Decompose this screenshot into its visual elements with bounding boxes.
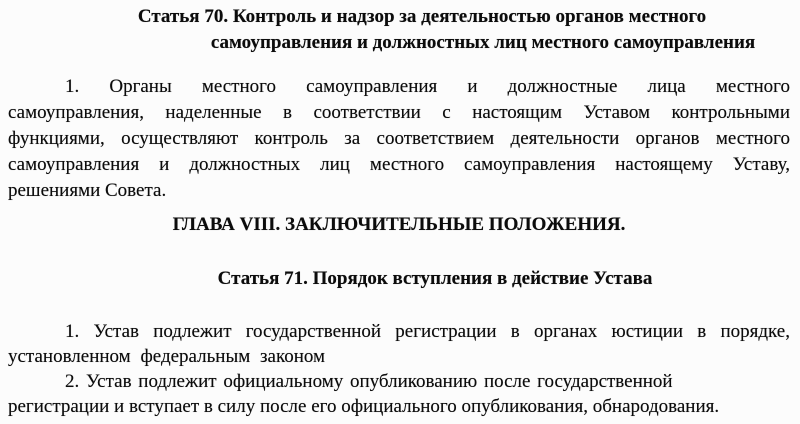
paragraph-line: 2. Устав подлежит официальному опубликованию после государственной <box>65 371 673 392</box>
paragraph-line: 1. Устав подлежит государственной регистрации в органах юстиции в порядке, <box>65 321 790 342</box>
article-70-heading <box>8 4 790 56</box>
paragraph-line: 1. Органы местного самоуправления и должностные лица местного <box>65 76 790 97</box>
paragraph-line: самоуправления и должностных лиц местного самоуправления настоящему Уставу, <box>8 154 790 175</box>
paragraph-line: решениями Совета. <box>8 180 167 201</box>
paragraph-line: функциями, осуществляют контроль за соответствием деятельности органов местного <box>8 128 790 149</box>
article-70-paragraph <box>8 74 790 204</box>
paragraph-line: регистрации и вступает в силу после его официального опубликования, обнародования. <box>8 396 720 417</box>
paragraph-line: установленном федеральным законом <box>8 346 326 367</box>
article-71-paragraph <box>8 319 790 419</box>
article-70-heading-line-2: самоуправления и должностных лиц местного самоуправления <box>210 32 756 53</box>
article-70-heading-line-1: Статья 70. Контроль и надзор за деятельностью органов местного <box>137 6 707 27</box>
paragraph-line: самоуправления, наделенные в соответствии с настоящим Уставом контрольными <box>8 102 790 123</box>
chapter-8-heading: ГЛАВА VIII. ЗАКЛЮЧИТЕЛЬНЫЕ ПОЛОЖЕНИЯ. <box>172 214 626 235</box>
article-71-heading: Статья 71. Порядок вступления в действие Устава <box>217 268 653 289</box>
